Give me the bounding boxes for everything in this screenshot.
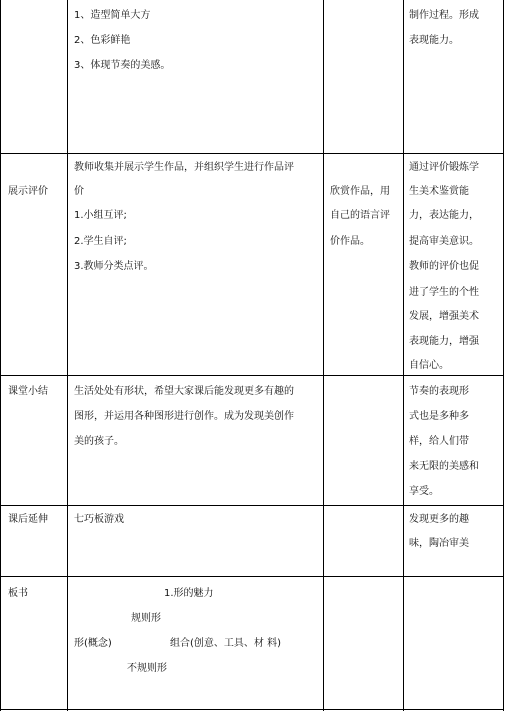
r2-student-line: 自己的语言评	[330, 210, 390, 221]
row-divider-1	[0, 153, 504, 154]
r2-content-line: 教师收集并展示学生作品，并组织学生进行作品评	[74, 162, 294, 173]
r5-stage-label: 板书	[8, 588, 28, 599]
r2-purpose-line: 表现能力，增强	[409, 336, 479, 347]
r2-purpose-line: 发展，增强美术	[409, 311, 479, 322]
r4-purpose-line: 发现更多的趣	[409, 514, 469, 525]
r2-purpose-line: 自信心。	[409, 360, 449, 371]
board-regular-shape: 规则形	[131, 613, 161, 624]
row-divider-3	[0, 505, 504, 506]
r2-student-line: 欣赏作品，用	[330, 186, 390, 197]
r2-purpose-line: 教师的评价也促	[409, 261, 479, 272]
r3-purpose-line: 样，给人们带	[409, 436, 469, 447]
row-divider-4	[0, 576, 504, 577]
table-divider-3	[403, 0, 404, 711]
r2-content-line: 价	[74, 186, 84, 197]
table-border-bottom	[0, 709, 504, 710]
r2-purpose-line: 生美术鉴赏能	[409, 186, 469, 197]
table-border-right	[503, 0, 504, 711]
r4-content-line: 七巧板游戏	[74, 514, 124, 525]
r2-student-line: 价作品。	[330, 236, 370, 247]
r3-stage-label: 课堂小结	[8, 386, 48, 397]
r1-content-line: 3、体现节奏的美感。	[74, 60, 171, 71]
r2-purpose-line: 提高审美意识。	[409, 236, 479, 247]
board-title: 1.形的魅力	[164, 588, 214, 599]
r1-content-line: 1、造型简单大方	[74, 10, 151, 21]
table-divider-2	[323, 0, 324, 711]
board-irregular-shape: 不规则形	[127, 663, 167, 674]
r3-purpose-line: 来无限的美感和	[409, 461, 479, 472]
r2-content-line: 2.学生自评;	[74, 236, 127, 247]
r3-purpose-line: 节奏的表现形	[409, 386, 469, 397]
r1-purpose-line: 表现能力。	[409, 35, 459, 46]
board-combine: 组合(创意、工具、材 料)	[170, 638, 281, 649]
r2-content-line: 1.小组互评;	[74, 210, 127, 221]
r2-purpose-line: 力，表达能力，	[409, 210, 479, 221]
r3-purpose-line: 式也是多种多	[409, 411, 469, 422]
r3-content-line: 生活处处有形状，希望大家课后能发现更多有趣的	[74, 386, 294, 397]
table-divider-1	[67, 0, 68, 711]
row-divider-2	[0, 375, 504, 376]
r2-purpose-line: 进了学生的个性	[409, 287, 479, 298]
r2-purpose-line: 通过评价锻炼学	[409, 162, 479, 173]
board-shape-concept: 形(概念)	[74, 638, 112, 649]
r3-content-line: 图形，并运用各种图形进行创作。成为发现美创作	[74, 411, 294, 422]
table-border-left	[0, 0, 1, 711]
r1-purpose-line: 制作过程。形成	[409, 10, 479, 21]
r1-content-line: 2、色彩鲜艳	[74, 35, 131, 46]
r4-purpose-line: 味，陶冶审美	[409, 538, 469, 549]
r4-stage-label: 课后延伸	[8, 514, 48, 525]
r3-content-line: 美的孩子。	[74, 436, 124, 447]
r3-purpose-line: 享受。	[409, 486, 439, 497]
r2-content-line: 3.教师分类点评。	[74, 261, 154, 272]
r2-stage-label: 展示评价	[8, 186, 48, 197]
